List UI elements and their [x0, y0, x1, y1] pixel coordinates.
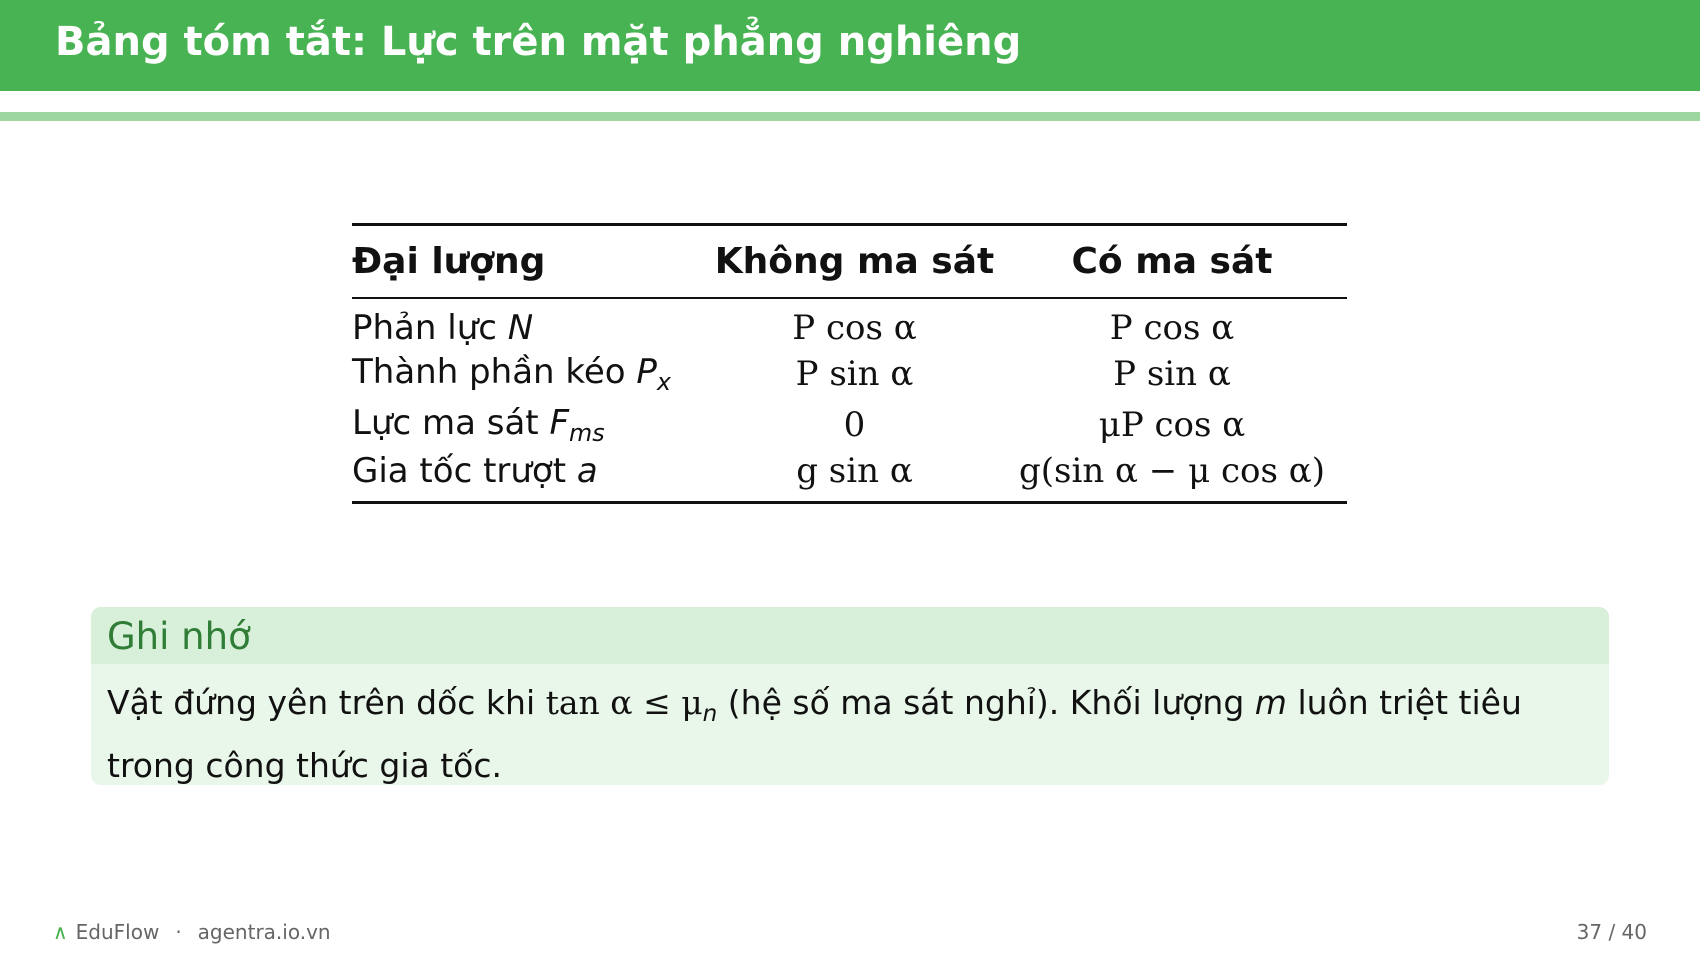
- with-friction-formula: μP cos α: [1098, 405, 1246, 445]
- quantity-symbol: a: [576, 450, 598, 491]
- note-text: (hệ số ma sát nghỉ). Khối lượng: [717, 683, 1255, 722]
- frictionless-formula: P sin α: [795, 354, 914, 394]
- quantity-label: Phản lực: [352, 308, 508, 348]
- note-body: [107, 677, 1587, 785]
- slide-title: Bảng tóm tắt: Lực trên mặt phẳng nghiêng: [55, 19, 1022, 65]
- footer-brand: EduFlow: [75, 920, 160, 944]
- quantity-label: Gia tốc trượt: [352, 450, 577, 491]
- quantity-symbol: F: [549, 402, 570, 443]
- quantity-subscript: ms: [569, 419, 605, 448]
- table-row: [352, 349, 1347, 400]
- quantity-cell: [352, 451, 712, 503]
- note-symbol: m: [1254, 683, 1287, 722]
- frictionless-formula: 0: [843, 405, 866, 445]
- quantity-symbol: N: [507, 308, 534, 348]
- quantity-label: Thành phần kéo: [352, 351, 637, 392]
- note-box: [91, 607, 1609, 785]
- table-row: [352, 298, 1347, 349]
- frictionless-formula: g sin α: [796, 450, 913, 491]
- note-header: [91, 607, 1609, 664]
- header-with-friction: Có ma sát: [1071, 240, 1273, 282]
- header-quantity: Đại lượng: [352, 240, 546, 282]
- header-frictionless: Không ma sát: [714, 240, 995, 282]
- quantity-subscript: x: [656, 368, 671, 397]
- with-friction-formula: g(sin α − μ cos α): [1018, 450, 1326, 491]
- quantity-cell: [352, 400, 712, 451]
- with-friction-formula: P sin α: [1113, 354, 1231, 394]
- quantity-cell: [352, 298, 712, 349]
- page-number: 37 / 40: [1576, 920, 1647, 944]
- with-friction-formula: P cos α: [1109, 308, 1235, 348]
- note-title: Ghi nhớ: [107, 615, 251, 658]
- footer-separator: ·: [175, 920, 182, 944]
- table-header-row: [352, 225, 1347, 298]
- note-text: luôn triệt tiêu trong công thức gia tốc.: [107, 683, 1522, 785]
- summary-table: [352, 223, 1347, 504]
- table-row: [352, 400, 1347, 451]
- footer: [53, 918, 331, 946]
- chevron-up-icon: ∧: [53, 920, 68, 944]
- quantity-symbol: P: [636, 351, 657, 392]
- accent-strip: [0, 112, 1700, 121]
- quantity-label: Lực ma sát: [352, 402, 550, 443]
- frictionless-formula: P cos α: [792, 308, 917, 348]
- quantity-cell: [352, 349, 712, 400]
- note-text: Vật đứng yên trên dốc khi: [107, 683, 546, 722]
- footer-site: agentra.io.vn: [197, 920, 331, 944]
- table-row: [352, 451, 1347, 503]
- note-math-subscript: n: [702, 700, 718, 727]
- title-bar: [0, 0, 1700, 91]
- note-math: tan α ≤ μ: [545, 683, 703, 722]
